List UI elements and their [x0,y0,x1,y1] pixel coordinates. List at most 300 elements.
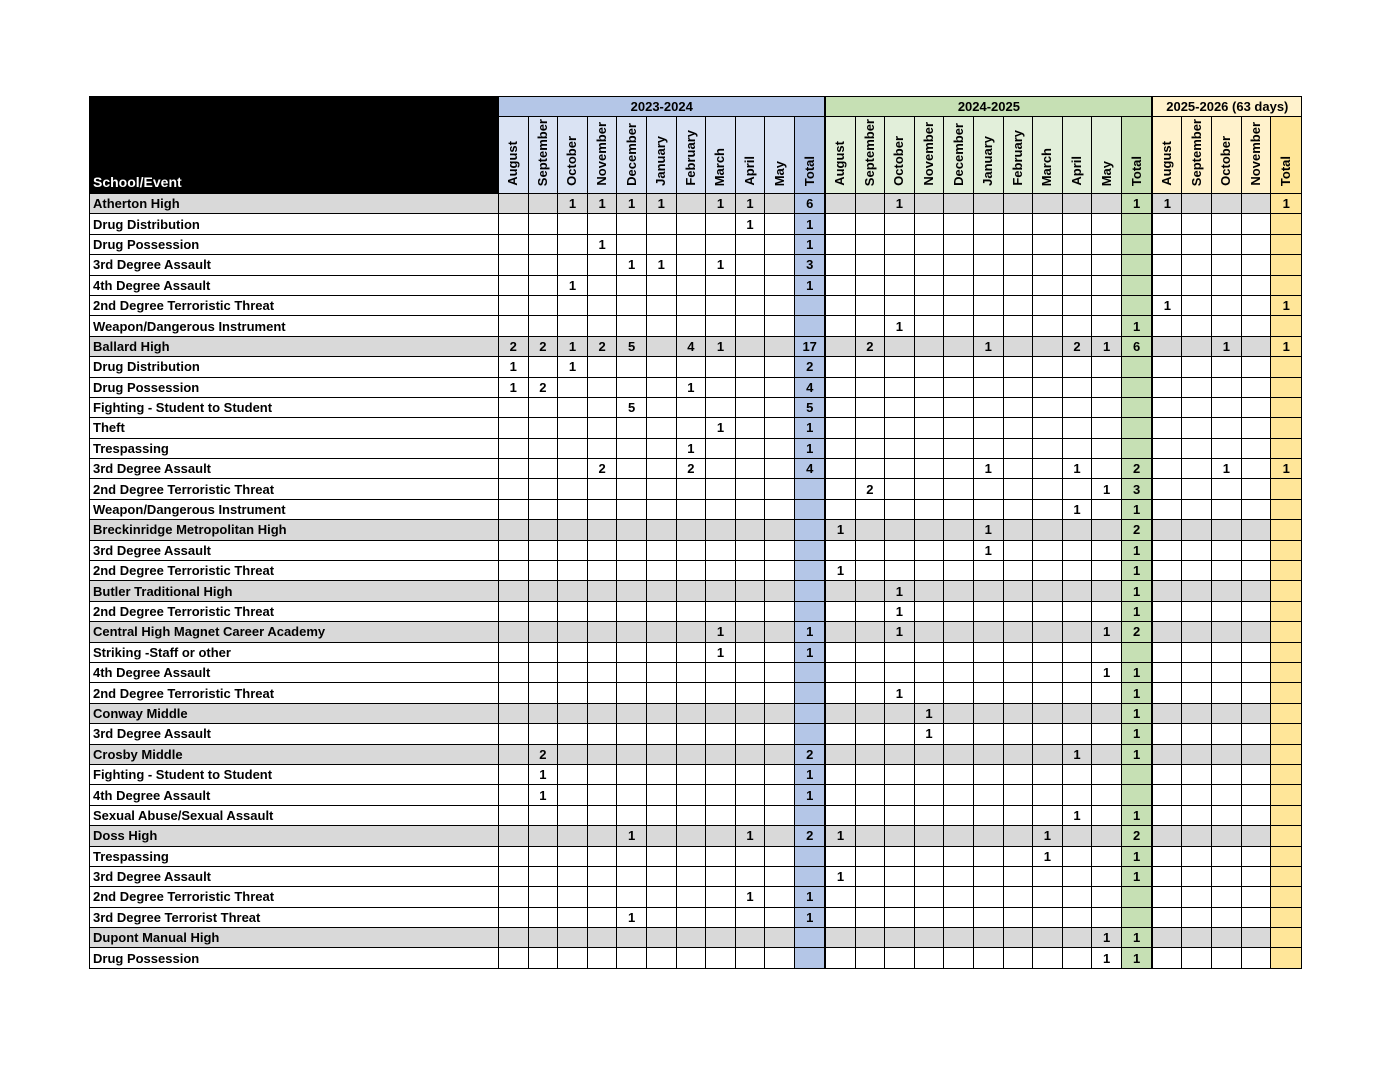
event-row [90,397,1302,417]
month-count-cell [735,520,765,540]
event-name: Drug Possession [90,234,499,254]
month-count-cell [1033,785,1063,805]
month-header [1003,117,1033,194]
month-label: January [980,136,996,186]
month-count-cell [706,866,736,886]
month-count-cell [1182,520,1212,540]
month-count-cell [1092,724,1122,744]
month-count-cell [855,459,885,479]
event-name: 3rd Degree Assault [90,540,499,560]
event-row [90,275,1302,295]
year-total-cell [1121,887,1152,907]
month-count-cell [1092,642,1122,662]
month-count-cell [1062,846,1092,866]
month-count-cell [944,928,974,948]
month-count-cell [1182,336,1212,356]
month-count-cell [587,744,617,764]
month-count-cell [914,459,944,479]
month-count-cell [825,744,855,764]
year-total-cell: 3 [794,255,825,275]
month-count-cell [1182,642,1212,662]
month-count-cell [914,397,944,417]
month-count-cell [1062,622,1092,642]
month-count-cell: 1 [646,255,676,275]
event-row [90,805,1302,825]
month-count-cell [587,928,617,948]
month-count-cell [1241,907,1271,927]
month-count-cell [499,499,529,519]
year-total-cell [1271,418,1302,438]
month-count-cell [1062,724,1092,744]
month-count-cell [646,703,676,723]
month-count-cell [855,520,885,540]
event-name: 3rd Degree Assault [90,866,499,886]
month-count-cell [1033,540,1063,560]
month-count-cell [1182,724,1212,744]
event-name: Drug Distribution [90,357,499,377]
year-total-cell: 1 [794,764,825,784]
month-count-cell: 1 [885,601,915,621]
event-name: 3rd Degree Assault [90,255,499,275]
month-count-cell [735,479,765,499]
month-count-cell [1092,866,1122,886]
month-count-cell [706,724,736,744]
event-row [90,642,1302,662]
year-total-cell: 1 [794,622,825,642]
month-count-cell [587,948,617,968]
month-count-cell: 1 [735,887,765,907]
month-header [885,117,915,194]
month-count-cell [1092,499,1122,519]
month-count-cell [1092,805,1122,825]
month-count-cell [1182,316,1212,336]
month-header [1152,117,1182,194]
month-count-cell [1212,764,1242,784]
year-total-cell [1121,234,1152,254]
month-count-cell [646,418,676,438]
month-count-cell [735,397,765,417]
month-count-cell [1241,459,1271,479]
month-count-cell [617,357,647,377]
month-count-cell [1241,214,1271,234]
month-count-cell [973,214,1003,234]
event-row [90,561,1302,581]
month-count-cell: 1 [973,520,1003,540]
month-count-cell [676,601,706,621]
month-header [914,117,944,194]
month-count-cell [765,662,795,682]
month-count-cell [855,866,885,886]
month-count-cell [1182,662,1212,682]
month-count-cell [1003,805,1033,825]
month-count-cell [499,764,529,784]
month-count-cell [587,275,617,295]
month-count-cell [1182,826,1212,846]
year-total-cell [1271,540,1302,560]
month-count-cell [706,214,736,234]
month-count-cell: 1 [885,622,915,642]
year-total-cell [1271,642,1302,662]
year-total-cell: 1 [1121,540,1152,560]
month-count-cell [944,581,974,601]
month-count-cell [528,724,558,744]
month-count-cell [706,805,736,825]
month-count-cell [676,724,706,744]
month-label: August [1159,141,1175,186]
month-count-cell [706,357,736,377]
month-count-cell [706,928,736,948]
event-row [90,683,1302,703]
month-count-cell [587,255,617,275]
year-total-cell [794,601,825,621]
month-count-cell [1152,581,1182,601]
event-name: 2nd Degree Terroristic Threat [90,295,499,315]
year-total-cell [794,846,825,866]
month-count-cell [1241,397,1271,417]
month-count-cell [765,295,795,315]
event-name: 4th Degree Assault [90,785,499,805]
month-count-cell [528,581,558,601]
month-count-cell [617,928,647,948]
month-header [499,117,529,194]
month-count-cell [1033,662,1063,682]
month-count-cell [1241,194,1271,214]
month-count-cell [885,336,915,356]
month-count-cell [1033,683,1063,703]
year-total-cell: 1 [1121,724,1152,744]
year-total-cell: 1 [1271,459,1302,479]
month-count-cell [1212,703,1242,723]
month-count-cell [973,234,1003,254]
month-count-cell [765,703,795,723]
month-count-cell [885,295,915,315]
month-count-cell [1152,622,1182,642]
month-count-cell [706,744,736,764]
month-count-cell: 1 [558,336,588,356]
month-count-cell [558,785,588,805]
year-total-cell: 1 [1121,499,1152,519]
month-count-cell [1092,540,1122,560]
year-total-cell [794,866,825,886]
month-count-cell [676,234,706,254]
month-count-cell [885,438,915,458]
month-count-cell [1241,642,1271,662]
month-count-cell [855,928,885,948]
year-total-cell [794,295,825,315]
month-count-cell: 1 [617,255,647,275]
month-count-cell [587,683,617,703]
month-count-cell: 2 [528,744,558,764]
year-total-cell: 2 [1121,826,1152,846]
month-count-cell [1062,520,1092,540]
year-total-cell [794,683,825,703]
month-count-cell [765,377,795,397]
month-count-cell [617,887,647,907]
month-count-cell [1092,194,1122,214]
month-count-cell [944,846,974,866]
month-count-cell [617,846,647,866]
event-row [90,377,1302,397]
month-count-cell [914,336,944,356]
month-count-cell [973,357,1003,377]
month-count-cell [914,581,944,601]
month-count-cell [765,397,795,417]
month-header [1182,117,1212,194]
month-label: March [712,147,728,186]
month-count-cell [1152,255,1182,275]
year-total-cell: 1 [794,214,825,234]
month-count-cell [676,397,706,417]
year-total-cell: 1 [1121,703,1152,723]
year-total-cell [794,520,825,540]
month-count-cell [914,418,944,438]
month-count-cell [1241,948,1271,968]
month-count-cell [855,846,885,866]
month-count-cell [914,255,944,275]
month-count-cell [825,724,855,744]
month-count-cell [676,642,706,662]
month-count-cell [1033,316,1063,336]
month-count-cell [1033,622,1063,642]
month-count-cell [1003,397,1033,417]
month-count-cell [1182,438,1212,458]
year-total-cell: 6 [1121,336,1152,356]
event-row [90,214,1302,234]
month-count-cell: 1 [1092,479,1122,499]
year-header: 2025-2026 (63 days) [1152,97,1301,117]
month-count-cell: 1 [1092,662,1122,682]
month-count-cell [1241,234,1271,254]
month-count-cell [1033,642,1063,662]
month-count-cell [558,479,588,499]
month-count-cell [765,561,795,581]
year-total-cell: 2 [794,826,825,846]
month-count-cell [1062,683,1092,703]
month-count-cell [1182,540,1212,560]
month-count-cell [617,540,647,560]
year-total-cell [1271,907,1302,927]
month-count-cell [617,581,647,601]
month-count-cell [528,234,558,254]
month-count-cell [1182,377,1212,397]
event-row [90,418,1302,438]
month-count-cell [706,703,736,723]
year-total-cell: 1 [794,907,825,927]
month-count-cell [944,336,974,356]
month-count-cell: 1 [825,561,855,581]
month-count-cell [1152,377,1182,397]
month-count-cell [706,581,736,601]
month-count-cell [1062,255,1092,275]
month-count-cell [528,846,558,866]
month-count-cell [1182,275,1212,295]
month-count-cell [1092,744,1122,764]
month-count-cell [1003,499,1033,519]
month-count-cell [765,255,795,275]
month-count-cell [646,683,676,703]
month-count-cell [558,887,588,907]
month-label: October [891,136,907,186]
event-name: Drug Possession [90,948,499,968]
month-count-cell [1092,377,1122,397]
month-count-cell [587,826,617,846]
month-count-cell [855,764,885,784]
month-count-cell [944,601,974,621]
month-count-cell [646,622,676,642]
month-count-cell [706,662,736,682]
month-header [973,117,1003,194]
month-count-cell [855,357,885,377]
month-count-cell [855,499,885,519]
month-count-cell [1003,928,1033,948]
month-count-cell [587,581,617,601]
month-count-cell [855,561,885,581]
month-count-cell: 1 [1212,459,1242,479]
month-count-cell [1033,520,1063,540]
month-count-cell [914,764,944,784]
month-count-cell: 2 [676,459,706,479]
month-count-cell [914,601,944,621]
month-count-cell [825,662,855,682]
month-count-cell [1212,907,1242,927]
month-count-cell: 1 [1152,295,1182,315]
month-count-cell [1062,418,1092,438]
month-count-cell [1241,418,1271,438]
month-count-cell [735,928,765,948]
month-count-cell [558,418,588,438]
month-count-cell [676,846,706,866]
month-label: November [594,122,610,186]
month-count-cell [587,601,617,621]
month-count-cell [617,662,647,682]
month-count-cell [973,907,1003,927]
month-count-cell [617,785,647,805]
month-count-cell [885,948,915,968]
month-count-cell [944,234,974,254]
month-count-cell [885,479,915,499]
month-count-cell [1062,295,1092,315]
month-count-cell [885,642,915,662]
month-count-cell [944,622,974,642]
month-count-cell [1033,214,1063,234]
month-count-cell [1212,418,1242,438]
month-count-cell [499,459,529,479]
month-count-cell [735,540,765,560]
month-count-cell [825,887,855,907]
month-count-cell [1182,194,1212,214]
month-count-cell [1241,499,1271,519]
month-count-cell [1212,357,1242,377]
school-name: Doss High [90,826,499,846]
month-count-cell [499,866,529,886]
month-count-cell [558,601,588,621]
month-count-cell [676,295,706,315]
year-total-cell [1121,438,1152,458]
month-count-cell [825,642,855,662]
month-count-cell [587,622,617,642]
event-name: 2nd Degree Terroristic Threat [90,601,499,621]
month-count-cell [646,744,676,764]
month-count-cell [735,703,765,723]
month-count-cell [617,295,647,315]
year-total-cell: 5 [794,397,825,417]
month-count-cell: 1 [914,724,944,744]
month-count-cell [914,662,944,682]
month-count-cell [1003,316,1033,336]
month-count-cell: 2 [528,336,558,356]
month-count-cell [855,540,885,560]
month-count-cell: 1 [1062,744,1092,764]
month-count-cell [855,642,885,662]
month-count-cell [1152,459,1182,479]
month-count-cell [1003,214,1033,234]
month-count-cell [855,234,885,254]
school-name: Dupont Manual High [90,928,499,948]
month-count-cell [914,928,944,948]
month-count-cell [855,662,885,682]
month-count-cell [855,194,885,214]
month-count-cell [825,540,855,560]
month-count-cell: 1 [499,357,529,377]
year-total-cell: 1 [794,887,825,907]
month-count-cell [1062,887,1092,907]
month-header [1241,117,1271,194]
month-count-cell [617,316,647,336]
month-count-cell [944,479,974,499]
month-count-cell [1241,826,1271,846]
month-count-cell [587,764,617,784]
month-count-cell [1152,724,1182,744]
month-count-cell [765,601,795,621]
month-label: October [1218,136,1234,186]
month-count-cell [499,479,529,499]
month-count-cell [1152,479,1182,499]
year-total-cell [1121,418,1152,438]
month-count-cell [646,928,676,948]
year-total-cell: 1 [1121,948,1152,968]
event-name: 2nd Degree Terroristic Threat [90,479,499,499]
month-count-cell [1003,581,1033,601]
year-total-cell: 1 [794,438,825,458]
month-count-cell [1212,805,1242,825]
month-count-cell [1092,581,1122,601]
month-count-cell [1003,846,1033,866]
year-total-cell: 1 [1121,683,1152,703]
month-count-cell [914,683,944,703]
month-count-cell [676,275,706,295]
month-count-cell [499,275,529,295]
month-count-cell [528,520,558,540]
event-name: Weapon/Dangerous Instrument [90,499,499,519]
month-count-cell [735,377,765,397]
month-count-cell [1092,316,1122,336]
month-count-cell [676,703,706,723]
month-count-cell [1182,601,1212,621]
month-count-cell [765,744,795,764]
month-count-cell [1003,683,1033,703]
month-count-cell [825,622,855,642]
month-count-cell [499,561,529,581]
month-count-cell [1241,785,1271,805]
month-count-cell: 1 [735,214,765,234]
month-count-cell [1062,234,1092,254]
month-count-cell [617,866,647,886]
year-total-cell [1121,907,1152,927]
month-count-cell [1152,744,1182,764]
month-count-cell [765,194,795,214]
month-count-cell [1182,764,1212,784]
month-count-cell [499,887,529,907]
